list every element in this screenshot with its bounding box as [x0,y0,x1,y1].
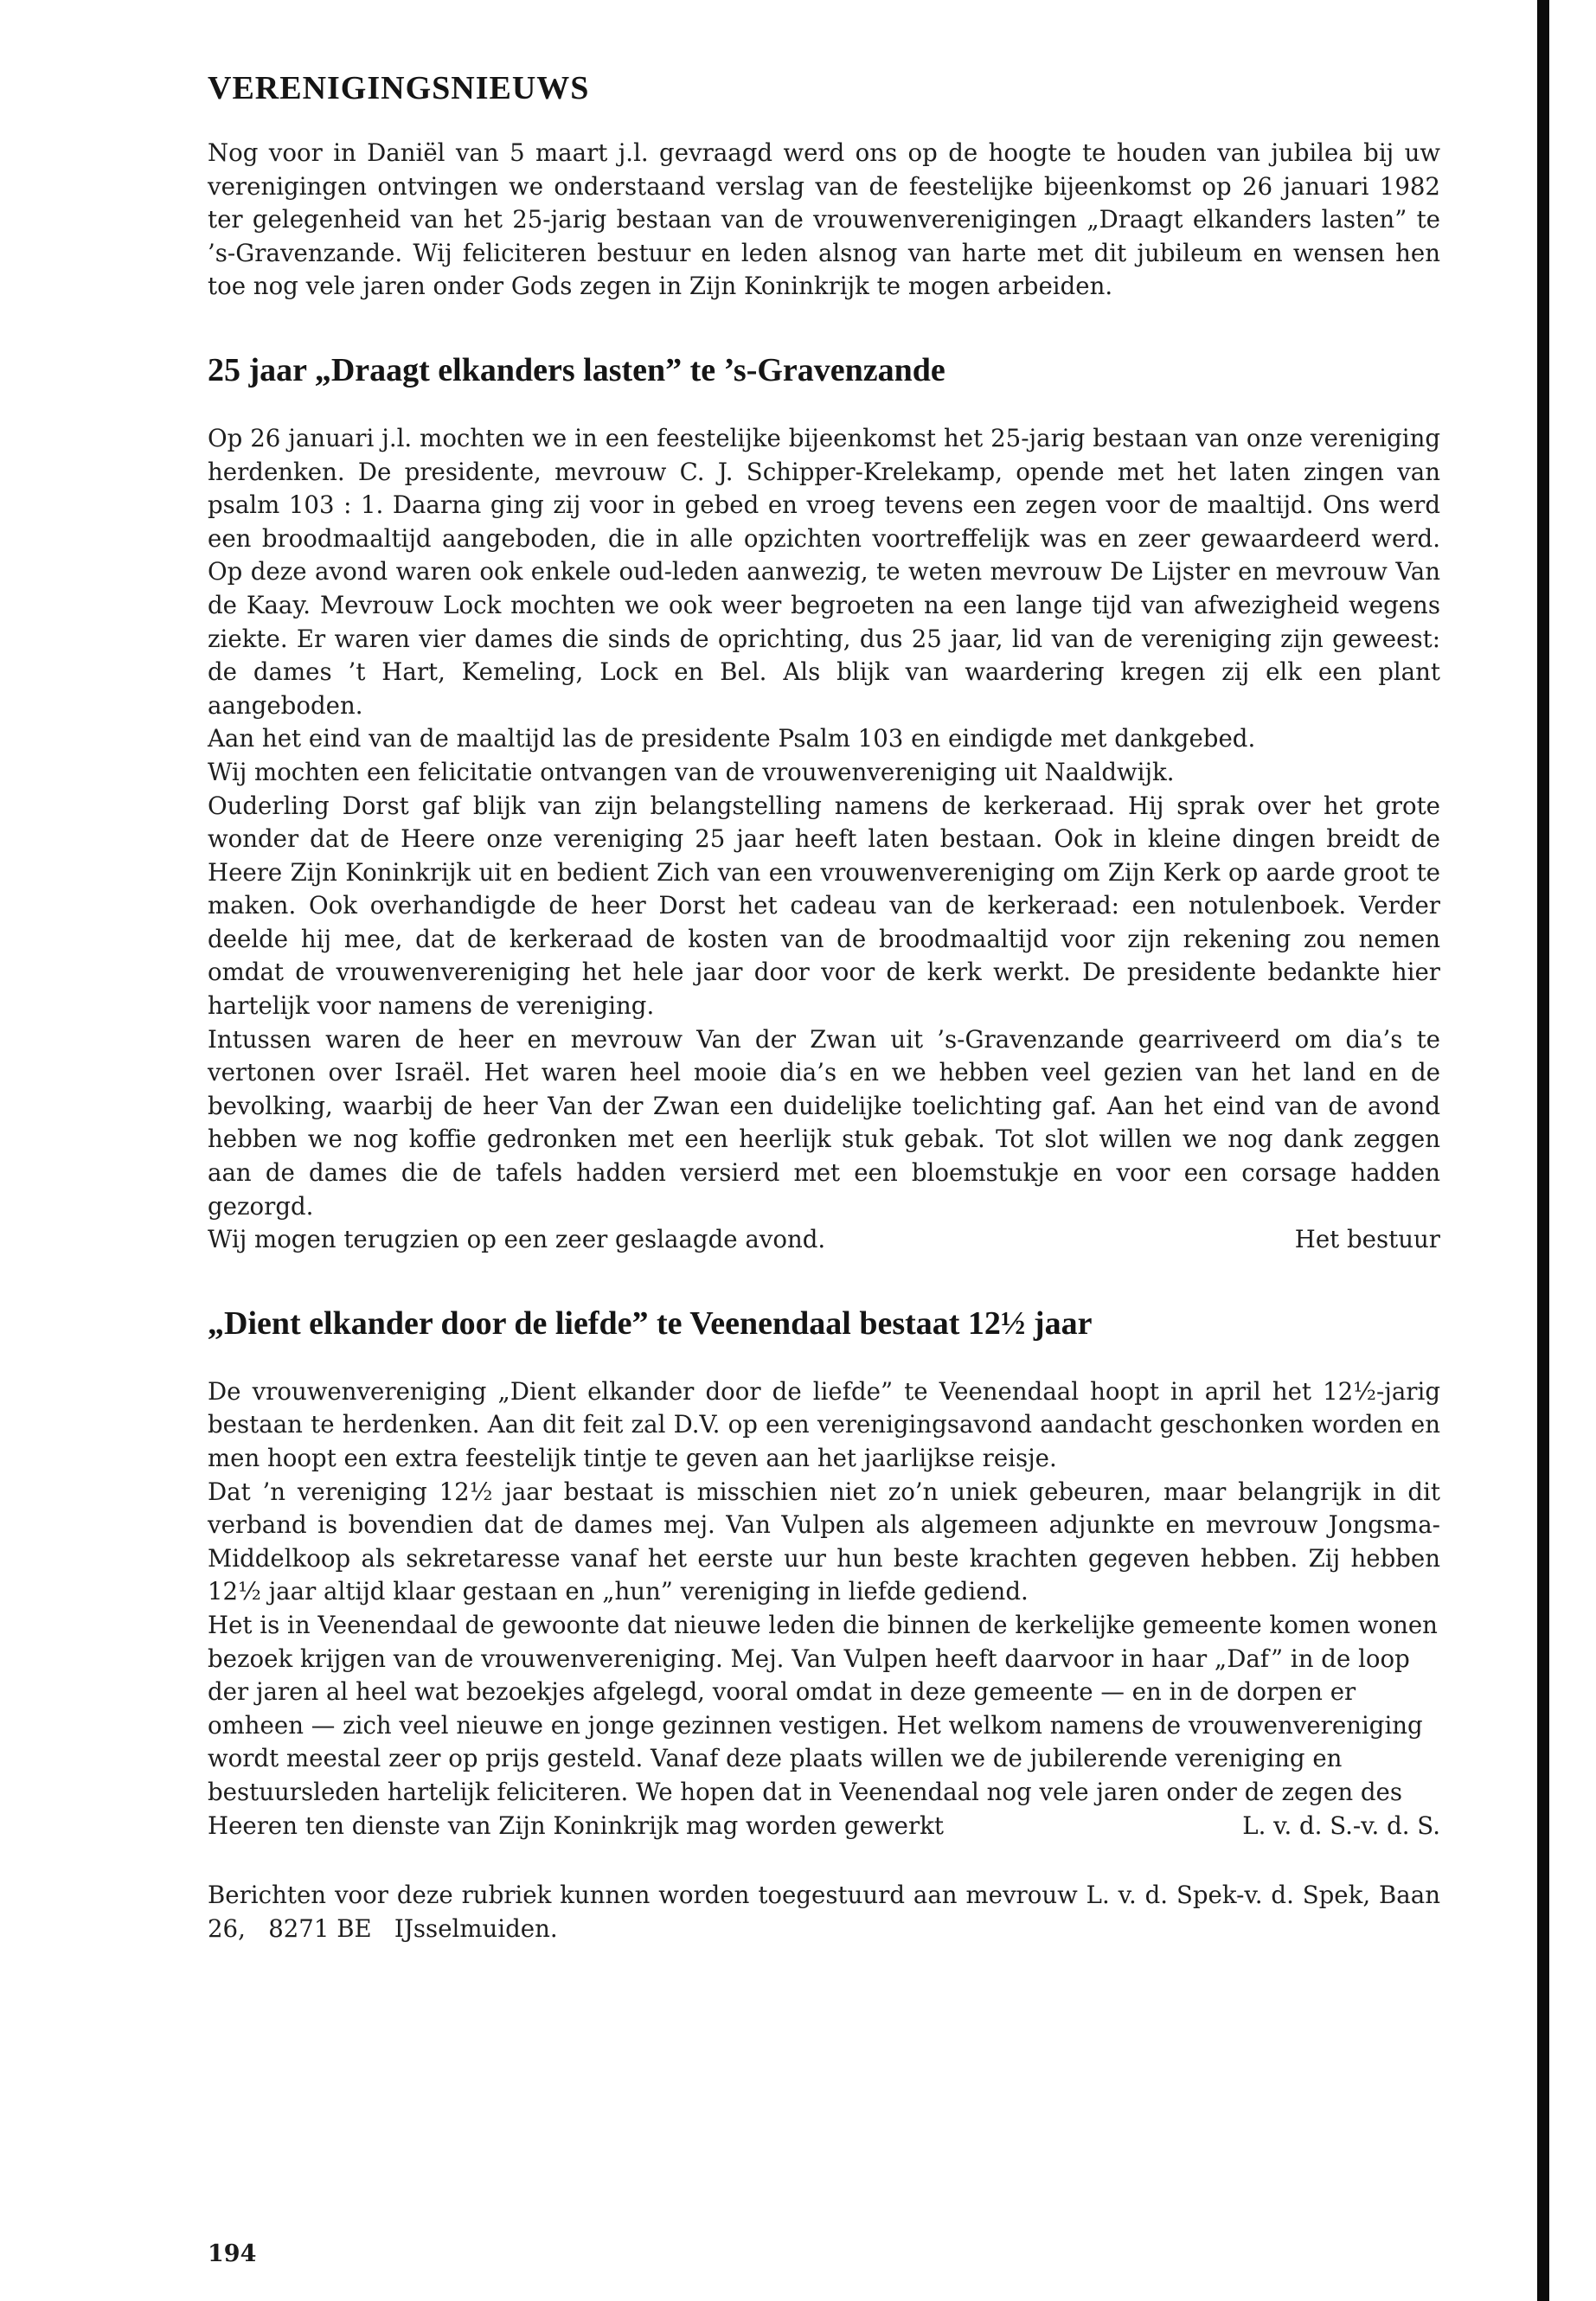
article-paragraph: Intussen waren de heer en mevrouw Van der Zwan uit ’s-Gravenzande gearriveerd om dia’s te vertonen over Israël. Het waren heel mooie dia’s en we hebben veel gezien van het land en de bevolking, waarbij de heer Van der Zwan een duidelijke toelichting gaf. Aan het eind van de avond hebben we nog koffie gedronken met een heerlijk stuk gebak. Tot slot willen we nog dank zeggen aan de dames die de tafels hadden versierd met een bloemstukje en voor een corsage hadden gezorgd. [208,1024,1440,1221]
article-paragraph: De vrouwenvereniging „Dient elkander door de liefde” te Veenendaal hoopt in april het 12½-jarig bestaan te herdenken. Aan dit feit zal D.V. op een verenigingsavond aandacht geschonken worden en men hoopt een extra feestelijk tintje te geven aan het jaarlijkse reisje. [208,1376,1440,1472]
scan-edge-bar [1537,0,1549,2301]
section-title: VERENIGINGSNIEUWS [208,70,590,106]
submission-note-text: Berichten voor deze rubriek kunnen worden toegestuurd aan mevrouw L. v. d. Spek-v. d. Spek, Baan 26, 8271 BE IJsselmuiden. [208,1881,1448,1943]
signature: L. v. d. S.-v. d. S. [1242,1811,1440,1840]
submission-note [208,1879,1448,1945]
article-title: „Dient elkander door de liefde” te Veenendaal bestaat 12½ jaar [208,1304,1093,1342]
closing-line [208,1223,1440,1257]
article-title: 25 jaar „Draagt elkanders lasten” te ’s-Gravenzande [208,351,945,388]
signature: Het bestuur [1294,1225,1440,1254]
article-paragraph: Op 26 januari j.l. mochten we in een feestelijke bijeenkomst het 25-jarig bestaan van onze vereniging herdenken. De presidente, mevrouw C. J. Schipper-Krelekamp, opende met het laten zingen van psalm 103 : 1. Daarna ging zij voor in gebed en vroeg tevens een zegen voor de maaltijd. Ons werd een broodmaaltijd aangeboden, die in alle opzichten voortreffelijk was en zeer gewaardeerd werd. Op deze avond waren ook enkele oud-leden aanwezig, te weten mevrouw De Lijster en mevrouw Van de Kaay. Mevrouw Lock mochten we ook weer begroeten na een lange tijd van afwezigheid wegens ziekte. Er waren vier dames die sinds de oprichting, dus 25 jaar, lid van de vereniging zijn geweest: de dames ’t Hart, Kemeling, Lock en Bel. Als blijk van waardering kregen zij elk een plant aangeboden. [208,423,1440,720]
closing-line [208,1609,1440,1843]
document-page [208,69,1448,1945]
intro-paragraph: Nog voor in Daniël van 5 maart j.l. gevraagd werd ons op de hoogte te houden van jubilea bij uw verenigingen ontvingen we onderstaand verslag van de feestelijke bijeenkomst op 26 januari 1982 ter gelegenheid van het 25-jarig bestaan van de vrouwenverenigingen „Draagt elkanders lasten” te ’s-Gravenzande. Wij feliciteren bestuur en leden alsnog van harte met dit jubileum en wensen hen toe nog vele jaren onder Gods zegen in Zijn Koninkrijk te mogen arbeiden. [208,138,1440,301]
closing-sentence: Wij mogen terugzien op een zeer geslaagde avond. [208,1225,826,1254]
article-paragraph: Het is in Veenendaal de gewoonte dat nieuwe leden die binnen de kerkelijke gemeente komen wonen bezoek krijgen van de vrouwenvereniging. Mej. Van Vulpen heeft daarvoor in haar „Daf” in de loop der jaren al heel wat bezoekjes afgelegd, vooral omdat in deze gemeente — en in de dorpen er omheen — zich veel nieuwe en jonge gezinnen vestigen. Het welkom namens de vrouwenvereniging wordt meestal zeer op prijs gesteld. Vanaf deze plaats willen we de jubilerende vereniging en bestuursleden hartelijk feliciteren. We hopen dat in Veenendaal nog vele jaren onder de zegen des Heeren ten dienste van Zijn Koninkrijk mag worden gewerkt [208,1610,1438,1840]
page-number: 194 [208,2240,257,2267]
article-paragraph: Dat ’n vereniging 12½ jaar bestaat is misschien niet zo’n uniek gebeuren, maar belangrijk in dit verband is bovendien dat de dames mej. Van Vulpen als algemeen adjunkte en mevrouw Jongsma-Middelkoop als sekretaresse vanaf het eerste uur hun beste krachten gegeven hebben. Zij hebben 12½ jaar altijd klaar gestaan en „hun” vereniging in liefde gediend. [208,1477,1440,1606]
article-draagt-elkanders-lasten [208,351,1440,1257]
article-dient-elkander [208,1304,1440,1843]
article-paragraph: Aan het eind van de maaltijd las de presidente Psalm 103 en eindigde met dankgebed. [208,724,1256,753]
intro-block [208,137,1440,304]
article-paragraph: Ouderling Dorst gaf blijk van zijn belangstelling namens de kerkeraad. Hij sprak over het grote wonder dat de Heere onze vereniging 25 jaar heeft laten bestaan. Ook in kleine dingen breidt de Heere Zijn Koninkrijk uit en bedient Zich van een vrouwenvereniging om Zijn Kerk op aarde groot te maken. Ook overhandigde de heer Dorst het cadeau van de kerkeraad: een notulenboek. Verder deelde hij mee, dat de kerkeraad de kosten van de broodmaaltijd voor zijn rekening zou nemen omdat de vrouwenvereniging het hele jaar door voor de kerk werkt. De presidente bedankte hier hartelijk voor namens de vereniging. [208,791,1440,1021]
article-paragraph: Wij mochten een felicitatie ontvangen van de vrouwenvereniging uit Naaldwijk. [208,757,1175,786]
